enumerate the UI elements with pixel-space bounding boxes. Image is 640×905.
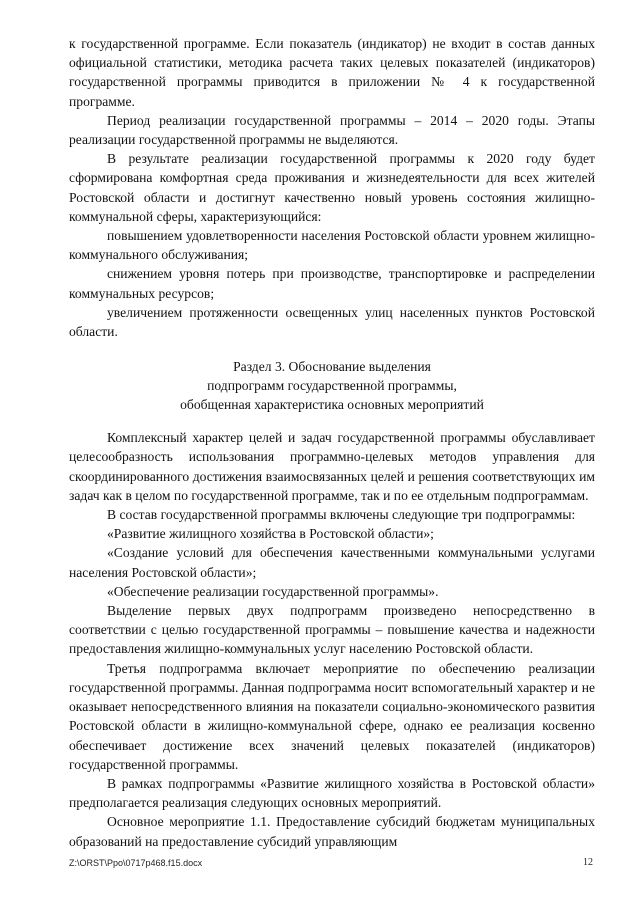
paragraph-methodology: к государственной программе. Если показатель (индикатор) не входит в состав данных официальной статистики, методика расчета таких целевых показателей (индикаторов) государственной программы приводится в приложении № 4 к государственной программе. (69, 36, 595, 109)
paragraph-subprograms-intro: В состав государственной программы включены следующие три подпрограммы: (107, 507, 576, 523)
paragraph-first-two-subprograms: Выделение первых двух подпрограмм произведено непосредственно в соответствии с целью государственной программы – повышение качества и надежности предоставления жилищно-коммунальных услуг населению Ростовской области. (69, 603, 595, 657)
paragraph-result-item-3: увеличением протяженности освещенных улиц населенных пунктов Ростовской области. (69, 304, 595, 340)
paragraph-subprogram-3: «Обеспечение реализации государственной программы». (107, 583, 439, 599)
paragraph-result-item-1: повышением удовлетворенности населения Ростовской области уровнем жилищно-коммунального обслуживания; (69, 228, 595, 263)
paragraph-complex-nature: Комплексный характер целей и задач государственной программы обуславливает целесообразность использования программно-целевых методов управления для скоординированного достижения взаимосвязанных целей и решения соответствующих им задач как в целом по государственной программе, так и по ее отдельным подпрограммам. (69, 430, 595, 503)
paragraph-period: Период реализации государственной программы – 2014 – 2020 годы. Этапы реализации государственной программы не выделяются. (69, 112, 595, 148)
section-heading-line-2: подпрограмм государственной программы, (207, 378, 457, 394)
paragraph-main-measure-1-1: Основное мероприятие 1.1. Предоставление субсидий бюджетам муниципальных образований на предоставление субсидий управляющим (69, 814, 595, 849)
paragraph-subprogram-1: «Развитие жилищного хозяйства в Ростовской области»; (107, 526, 434, 542)
document-page (69, 34, 595, 851)
paragraph-third-subprogram: Третья подпрограмма включает мероприятие по обеспечению реализации государственной программы. Данная подпрограмма носит вспомогательный характер и не оказывает непосредственного влияния на показатели социально-экономического развития Ростовской области в жилищно-коммунальной сфере, однако ее реализация косвенно обеспечивает достижение всех значений целевых показателей (индикаторов) государственной программы. (69, 660, 595, 772)
section-heading-line-3: обобщенная характеристика основных мероприятий (180, 397, 484, 413)
paragraph-housing-subprogram-measures: В рамках подпрограммы «Развитие жилищного хозяйства в Ростовской области» предполагается реализация следующих основных мероприятий. (69, 775, 595, 811)
paragraph-result-item-2: снижением уровня потерь при производстве, транспортировке и распределении коммунальных ресурсов; (69, 266, 595, 301)
section-heading (69, 357, 595, 414)
paragraph-results: В результате реализации государственной программы к 2020 году будет сформирована комфортная среда проживания и жизнедеятельности для всех жителей Ростовской области и достигнут качественно новый уровень состояния жилищно-коммунальной сферы, характеризующийся: (69, 151, 595, 224)
footer-page-number: 12 (583, 857, 593, 868)
paragraph-subprogram-2: «Создание условий для обеспечения качественными коммунальными услугами населения Ростовской области»; (69, 545, 595, 580)
section-heading-line-1: Раздел 3. Обоснование выделения (233, 359, 431, 375)
footer-file-path: Z:\ORST\Ppo\0717p468.f15.docx (69, 858, 203, 868)
